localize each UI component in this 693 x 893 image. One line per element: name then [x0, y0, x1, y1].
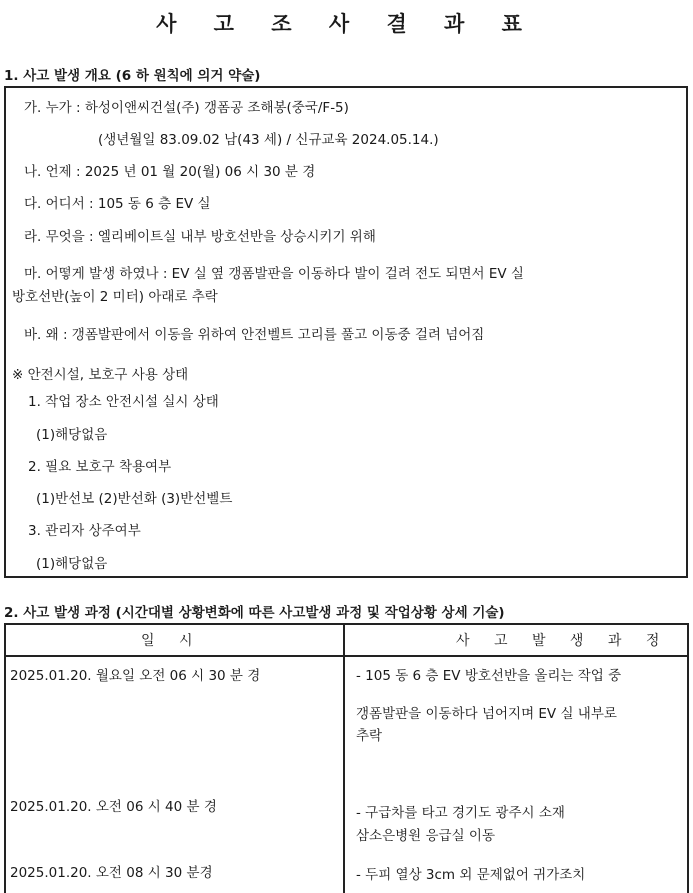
row-2-process-1: - 구급차를 타고 경기도 광주시 소재 — [356, 805, 565, 821]
when-line: 나. 언제 : 2025 년 01 월 20(월) 06 시 30 분 경 — [24, 164, 316, 180]
column-header-process: 사 고 발 생 과 정 — [456, 633, 670, 649]
row-3-process-1: - 두피 열상 3cm 외 문제없어 귀가조치 — [356, 867, 586, 883]
safety-item-3-value: (1)해당없음 — [36, 556, 108, 572]
column-divider — [343, 625, 345, 893]
why-line: 바. 왜 : 갱폼발판에서 이동을 위하여 안전벨트 고리를 풀고 이동중 걸려 넘어짐 — [24, 327, 485, 343]
column-header-time: 일 시 — [141, 633, 203, 649]
document-title: 사 고 조 사 결 과 표 — [156, 12, 537, 36]
row-1-process-3: 추락 — [356, 728, 383, 744]
safety-heading: ※ 안전시설, 보호구 사용 상태 — [12, 367, 189, 383]
row-1-process-2: 갱폼발판을 이동하다 넘어지며 EV 실 내부로 — [356, 706, 617, 722]
row-2-time: 2025.01.20. 오전 06 시 40 분 경 — [10, 799, 217, 815]
row-3-time: 2025.01.20. 오전 08 시 30 분경 — [10, 865, 213, 881]
where-line: 다. 어디서 : 105 동 6 층 EV 실 — [24, 196, 211, 212]
safety-item-1: 1. 작업 장소 안전시설 실시 상태 — [28, 394, 219, 410]
row-2-process-2: 삼소은병원 응급실 이동 — [356, 828, 495, 844]
how-line-2: 방호선반(높이 2 미터) 아래로 추락 — [12, 289, 218, 305]
safety-item-1-value: (1)해당없음 — [36, 427, 108, 443]
row-1-time: 2025.01.20. 월요일 오전 06 시 30 분 경 — [10, 668, 261, 684]
safety-item-2: 2. 필요 보호구 착용여부 — [28, 459, 172, 475]
safety-item-3: 3. 관리자 상주여부 — [28, 523, 141, 539]
who-line: 가. 누가 : 하성이앤씨건설(주) 갱폼공 조해봉(중국/F-5) — [24, 100, 349, 116]
what-line: 라. 무엇을 : 엘리베이트실 내부 방호선반을 상승시키기 위해 — [24, 229, 376, 245]
section1-heading: 1. 사고 발생 개요 (6 하 원칙에 의거 약술) — [4, 68, 261, 84]
header-divider — [6, 655, 687, 657]
section2-heading: 2. 사고 발생 과정 (시간대별 상황변화에 따른 사고발생 과정 및 작업상황 상세 기술) — [4, 605, 505, 621]
process-table — [4, 623, 689, 893]
overview-box — [4, 86, 688, 578]
safety-item-2-value: (1)반선보 (2)반선화 (3)반선벨트 — [36, 491, 233, 507]
how-line-1: 마. 어떻게 발생 하였나 : EV 실 옆 갱폼발판을 이동하다 발이 걸려 전도 되면서 EV 실 — [24, 266, 524, 282]
who-detail-line: (생년월일 83.09.02 남(43 세) / 신규교육 2024.05.14.) — [98, 132, 439, 148]
row-1-process-1: - 105 동 6 층 EV 방호선반을 올리는 작업 중 — [356, 668, 622, 684]
